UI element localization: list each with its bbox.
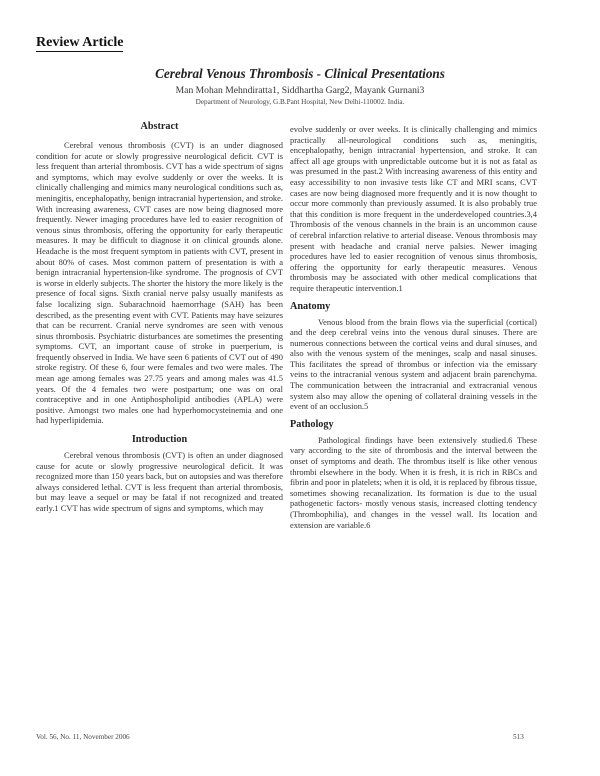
anatomy-heading: Anatomy [290, 300, 331, 312]
page-number: 513 [513, 733, 524, 741]
abstract-text: Cerebral venous thrombosis (CVT) is an under diagnosed condition for acute or slowly progressive neurological deficit. CVT is less frequent than arterial thrombosis. CVT has a wide spectrum of signs and symptoms, which may evolve suddenly or over the weeks. It is clinically challenging and mimics many neurological conditions such as, meningitis, encephalopathy, benign intracranial hypertension, and stroke. With increasing awareness, CVT cases are now being diagnosed more frequently. Newer imaging procedures have led to easier recognition of venous sinus thrombosis, offering the opportunity for early therapeutic measures. It may be difficult to diagnose it on clinical grounds alone. Headache is the most frequent symptom in patients with CVT, present in about 80% of cases. Most common pattern of presentation is with a benign intracranial hypertension-like syndrome. The prognosis of CVT is worse in elderly subjects. The shorter the history the more likely is the presence of focal signs. Sixth cranial nerve palsy usually manifests as false localizing sign. Subarachnoid haemorrhage (SAH) has been described, as the presenting event with CVT. Patients may have seizures that can be recurrent. Cranial nerve syndromes are seen with venous sinus thrombosis. Psychiatric disturbances are sometimes the presenting symptoms. CVT, an important cause of stroke in puerperium, is frequently observed in India. We have seen 6 patients of CVT out of 490 stroke registry. Of these 6, four were females and two were males. The mean age among females was 27.75 years and among males was 41.5 years. Of the 4 females two were postpartum; one was on oral contraceptive and in one Antiphospholipid antibodies (APLA) were positive. Amongst two males one had hyperhomocysteinemia and one had hyperlipidemia. [36, 140, 283, 426]
introduction-heading: Introduction [131, 434, 188, 446]
introduction-text: Cerebral venous thrombosis (CVT) is often an under diagnosed cause for acute or slowly progressive neurological deficit. It was recognized more than 150 years back, but on autopsies and was therefore always considered lethal. CVT is less frequent than arterial thrombosis, but may leave a sequel or may be fatal if not recognized and treated early.1 CVT has wide spectrum of signs and symptoms, which may [36, 450, 283, 513]
journal-footer: Vol. 56, No. 11, November 2006 [36, 733, 130, 741]
anatomy-text: Venous blood from the brain flows via the superficial (cortical) and the deep cerebral veins into the venous dural sinuses. There are numerous connections between the cortical veins and dural sinuses, and also with the venous system of the meninges, scalp and nasal sinuses. This facilitates the spread of thrombus or infection via the emissary veins to the intracranial venous system and adjacent brain parenchyma. The communication between the intracranial and extracranial venous system also may allow the opening of collateral draining vessels in the event of an occlusion.5 [290, 316, 537, 412]
author-list: Man Mohan Mehndiratta1, Siddhartha Garg2, Mayank Gurnani3 [175, 85, 425, 96]
affiliation: Department of Neurology, G.B.Pant Hospital, New Delhi-110002. India. [195, 98, 405, 106]
abstract-heading: Abstract [140, 121, 179, 132]
left-column [36, 120, 283, 514]
introduction-continued-text: evolve suddenly or over weeks. It is clinically challenging and mimics practically all-neurological conditions such as, meningitis, encephalopathy, benign intracranial hypertension, and stroke. It can affect all age groups with unpredictable outcome but it is not as fatal as was presumed in the past.2 With increasing awareness of this entity and easy accessibility to non invasive tests like CT and MRI scans, CVT cases are now being diagnosed more frequently and it is now thought to occur more commonly than previously assumed. It is also probably true that this condition is more frequent in the underdeveloped countries.3,4 Thrombosis of the venous channels in the brain is an uncommon cause of cerebral infarction relative to arterial disease. Venous thrombosis may present with headache and cranial nerve palsies. Newer imaging procedures have led to easier recognition of venous sinus thrombosis, offering the opportunity for early therapeutic measures. Venous thrombosis may be associated with other medical complications that require therapeutic intervention.1 [290, 124, 537, 293]
section-label: Review Article [36, 35, 124, 50]
article-title: Cerebral Venous Thrombosis - Clinical Presentations [155, 66, 445, 81]
pathology-heading: Pathology [290, 418, 334, 430]
pathology-text: Pathological findings have been extensively studied.6 These vary according to the site of thrombosis and the interval between the onset of symptoms and death. The thrombus itself is like other venous thrombi elsewhere in the body. When it is fresh, it is rich in RBCs and fibrin and poor in platelets; when it is old, it is replaced by fibrous tissue, sometimes showing recanalization. Its formation is due to the usual pathogenetic factors- mostly venous stasis, increased clotting tendency (Thrombophilia), and changes in the vessel wall. Its location and extension are variable.6 [290, 434, 537, 530]
right-column [290, 124, 537, 530]
